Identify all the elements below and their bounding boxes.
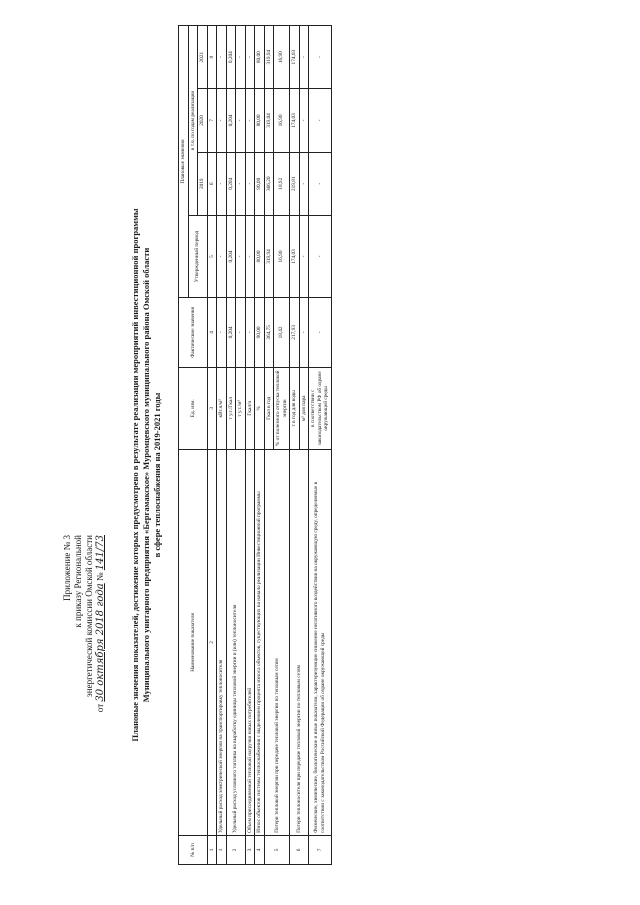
appendix-line-2: к приказу Региональной	[73, 535, 83, 628]
cell-2021: 174,03	[290, 26, 300, 89]
cell-approved: -	[245, 215, 255, 297]
cell-unit: в соответствии с законодательством РФ об охране окружающей среды	[309, 367, 332, 449]
cell-2021: 0,204	[226, 26, 236, 89]
title-line-1: Плановые значения показателей, достижение которых предусмотрено в результате реализации мероприятий инвестиционной программы	[130, 208, 140, 742]
cell-name: Объем присоединяемой тепловой нагрузки новых потребителей	[245, 449, 255, 835]
cell-no: 7	[309, 835, 332, 864]
header-approved: Утвержденный период	[188, 215, 207, 297]
cell-2021: -	[245, 26, 255, 89]
table-row	[255, 26, 265, 865]
cell-fact: 0,204	[226, 298, 236, 368]
cell-no: 4	[255, 835, 265, 864]
cell-approved: -	[299, 215, 309, 297]
cell-2019: 90,00	[255, 152, 265, 215]
col-number: 1	[207, 835, 217, 864]
cell-no: 6	[290, 835, 309, 864]
header-planned: Плановые значения	[179, 26, 189, 298]
cell-2020: 80,00	[255, 89, 265, 152]
title-line-2: Муниципального унитарного предприятия «Бергамакское» Муромцевского муниципального района Омской области	[141, 247, 151, 703]
cell-unit: Гкал в год	[264, 367, 274, 449]
cell-unit: % от полезного отпуска тепловой энергии	[274, 367, 290, 449]
cell-fact: 217,93	[290, 298, 300, 368]
cell-unit: %	[255, 367, 265, 449]
cell-2020: 319,04	[264, 89, 274, 152]
cell-name: Износ объектов системы теплоснабжения с выделением процента износа объектов, существующих на начало реализации Инвестиционной программы	[255, 449, 265, 835]
table-row	[309, 26, 332, 865]
table-row	[245, 26, 255, 865]
cell-2021: -	[217, 26, 227, 89]
cell-approved: -	[236, 215, 246, 297]
cell-2019: 0,204	[226, 152, 236, 215]
cell-2020: 0,204	[226, 89, 236, 152]
cell-approved: 174,03	[290, 215, 300, 297]
cell-name: Удельный расход условного топлива на выработку единицы тепловой энергии и (или) теплоносителя	[226, 449, 245, 835]
cell-approved: 0,204	[226, 215, 236, 297]
cell-2021: 319,94	[264, 26, 274, 89]
appendix-date-line	[95, 535, 106, 712]
cell-no: 1	[217, 835, 227, 864]
title-line-3: в сфере теплоснабжения на 2019-2021 годы	[152, 392, 162, 558]
cell-unit: т в год для воды	[290, 367, 300, 449]
indicators-table	[178, 25, 332, 865]
cell-name: Удельный расход электрической энергии на транспортировку теплоносителя	[217, 449, 227, 835]
col-number: 6	[207, 152, 217, 215]
header-2021: 2021	[198, 26, 208, 89]
header-name: Наименование показателя	[179, 449, 208, 835]
cell-2019: -	[245, 152, 255, 215]
col-number: 4	[207, 298, 217, 368]
appendix-line-3: энергетической комиссии Омской области	[84, 535, 94, 698]
date-prefix: от	[95, 703, 105, 713]
number-prefix: №	[95, 572, 105, 582]
cell-2021: -	[236, 26, 246, 89]
table-row	[217, 26, 227, 865]
cell-approved: 319,94	[264, 215, 274, 297]
cell-2020: -	[245, 89, 255, 152]
appendix-line-1: Приложение № 3	[62, 535, 72, 601]
header-by-years: в т.ч. по годам реализации	[188, 26, 198, 216]
cell-approved: 80,00	[255, 215, 265, 297]
cell-no: 5	[264, 835, 290, 864]
cell-2020: -	[236, 89, 246, 152]
cell-fact: -	[309, 298, 332, 368]
cell-2021: 16,90	[274, 26, 290, 89]
cell-fact: -	[217, 298, 227, 368]
cell-no: 3	[245, 835, 255, 864]
cell-unit: кВт.ч/м³	[217, 367, 227, 449]
table-row	[264, 26, 274, 865]
cell-2021: -	[299, 26, 309, 89]
cell-2019: -	[236, 152, 246, 215]
header-2019: 2019	[198, 152, 208, 215]
header-fact: Фактические значения	[179, 298, 208, 368]
cell-fact: -	[299, 298, 309, 368]
cell-2020: -	[217, 89, 227, 152]
cell-approved: -	[309, 215, 332, 297]
date-value: 30 октября 2018 года	[95, 583, 106, 702]
col-number: 2	[207, 449, 217, 835]
cell-unit: т у.т./м³	[236, 367, 246, 449]
cell-2019: 219,81	[290, 152, 300, 215]
document-title	[130, 175, 163, 775]
cell-no: 2	[226, 835, 245, 864]
cell-fact: -	[245, 298, 255, 368]
header-no: № п/п	[179, 835, 208, 864]
cell-fact: 18,42	[274, 298, 290, 368]
cell-2019: 366,20	[264, 152, 274, 215]
cell-2020: -	[309, 89, 332, 152]
cell-unit: Гкал/ч	[245, 367, 255, 449]
table-row	[290, 26, 300, 865]
cell-2019: -	[299, 152, 309, 215]
header-unit: Ед. изм.	[179, 367, 208, 449]
cell-fact: 90,00	[255, 298, 265, 368]
cell-2019: 18,92	[274, 152, 290, 215]
cell-name: Потери теплоносителя при передаче тепловой энергии по тепловым сетям	[290, 449, 309, 835]
cell-fact: 364,75	[264, 298, 274, 368]
cell-approved: 16,90	[274, 215, 290, 297]
cell-2019: -	[309, 152, 332, 215]
cell-2021: -	[309, 26, 332, 89]
cell-name: Физические, химические, биологические и иные показатели, характеризующие снижение негативного воздействия на окружающую среду, определяемые в соответствии с законодательством Российской Федерации об охране окружающей среды	[309, 449, 332, 835]
cell-approved: -	[217, 215, 227, 297]
col-number: 5	[207, 215, 217, 297]
cell-2019: -	[217, 152, 227, 215]
col-number: 8	[207, 26, 217, 89]
cell-name: Потери тепловой энергии при передаче тепловой энергии по тепловым сетям	[264, 449, 290, 835]
cell-unit: м³ для пара	[299, 367, 309, 449]
number-value: 141/73	[95, 535, 106, 571]
cell-2021: 80,00	[255, 26, 265, 89]
table-row	[226, 26, 236, 865]
cell-unit: т у.т./Гкал	[226, 367, 236, 449]
cell-fact: -	[236, 298, 246, 368]
col-number: 7	[207, 89, 217, 152]
cell-2020: 174,03	[290, 89, 300, 152]
appendix-header	[62, 535, 106, 712]
col-number: 3	[207, 367, 217, 449]
column-numbers-row	[207, 26, 217, 865]
cell-2020: 16,90	[274, 89, 290, 152]
header-2020: 2020	[198, 89, 208, 152]
cell-2020: -	[299, 89, 309, 152]
